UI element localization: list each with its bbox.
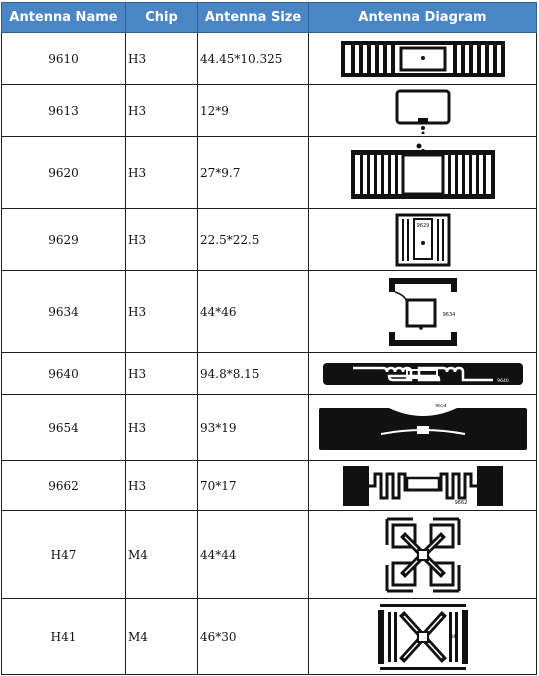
antenna-diagram <box>309 33 537 85</box>
antenna-diagram <box>309 395 537 461</box>
antenna-9654-label: 9654 <box>434 403 447 409</box>
antenna-size: 44*46 <box>198 271 309 353</box>
chip-model: M4 <box>126 511 198 599</box>
antenna-diagram <box>309 599 537 675</box>
antenna-size: 94.8*8.15 <box>198 353 309 395</box>
antenna-9662-diagram <box>343 464 503 508</box>
antenna-diagram <box>309 85 537 137</box>
antenna-name: H47 <box>2 511 126 599</box>
antenna-size: 46*30 <box>198 599 309 675</box>
header-antenna-name: Antenna Name <box>2 3 126 33</box>
header-row <box>2 3 537 33</box>
antenna-9620-diagram <box>351 142 495 204</box>
antenna-name: 9613 <box>2 85 126 137</box>
antenna-size: 12*9 <box>198 85 309 137</box>
header-antenna-diagram: Antenna Diagram <box>309 3 537 33</box>
chip-model: H3 <box>126 353 198 395</box>
header-chip: Chip <box>126 3 198 33</box>
antenna-name: 9640 <box>2 353 126 395</box>
chip-model: H3 <box>126 461 198 511</box>
antenna-diagram <box>309 137 537 209</box>
antenna-h41-label: H41 <box>448 634 459 640</box>
table-row <box>2 353 537 395</box>
antenna-name: 9629 <box>2 209 126 271</box>
antenna-9654-diagram <box>319 404 527 452</box>
table-row <box>2 209 537 271</box>
antenna-diagram <box>309 461 537 511</box>
chip-model: H3 <box>126 395 198 461</box>
chip-model: H3 <box>126 85 198 137</box>
table-row <box>2 137 537 209</box>
table-row <box>2 85 537 137</box>
antenna-name: 9654 <box>2 395 126 461</box>
antenna-size: 44*44 <box>198 511 309 599</box>
antenna-diagram <box>309 209 537 271</box>
antenna-size: 22.5*22.5 <box>198 209 309 271</box>
antenna-size: 93*19 <box>198 395 309 461</box>
table-row <box>2 461 537 511</box>
antenna-size: 27*9.7 <box>198 137 309 209</box>
chip-model: H3 <box>126 137 198 209</box>
antenna-9640-diagram <box>323 361 523 387</box>
antenna-name: 9662 <box>2 461 126 511</box>
table-row <box>2 271 537 353</box>
antenna-spec-table <box>1 2 537 675</box>
antenna-9613-diagram <box>393 88 453 134</box>
table-row <box>2 511 537 599</box>
antenna-size: 70*17 <box>198 461 309 511</box>
header-antenna-size: Antenna Size <box>198 3 309 33</box>
antenna-name: 9620 <box>2 137 126 209</box>
antenna-diagram <box>309 511 537 599</box>
chip-model: M4 <box>126 599 198 675</box>
antenna-name: H41 <box>2 599 126 675</box>
chip-model: H3 <box>126 209 198 271</box>
antenna-9629-label: 9629 <box>416 222 429 229</box>
antenna-name: 9634 <box>2 271 126 353</box>
antenna-9629-diagram <box>395 213 451 267</box>
table-row <box>2 395 537 461</box>
antenna-diagram <box>309 271 537 353</box>
antenna-diagram <box>309 353 537 395</box>
antenna-h47-diagram <box>383 515 463 595</box>
antenna-9634-label: 9634 <box>442 311 455 318</box>
table-row <box>2 599 537 675</box>
chip-model: H3 <box>126 33 198 85</box>
chip-model: H3 <box>126 271 198 353</box>
antenna-h41-diagram <box>376 602 470 672</box>
table-row <box>2 33 537 85</box>
antenna-size: 44.45*10.325 <box>198 33 309 85</box>
antenna-name: 9610 <box>2 33 126 85</box>
antenna-9610-diagram <box>341 38 505 80</box>
antenna-9634-diagram <box>385 274 461 350</box>
antenna-9640-label: 9640 <box>496 378 509 384</box>
antenna-9662-label: 9662 <box>454 499 467 506</box>
